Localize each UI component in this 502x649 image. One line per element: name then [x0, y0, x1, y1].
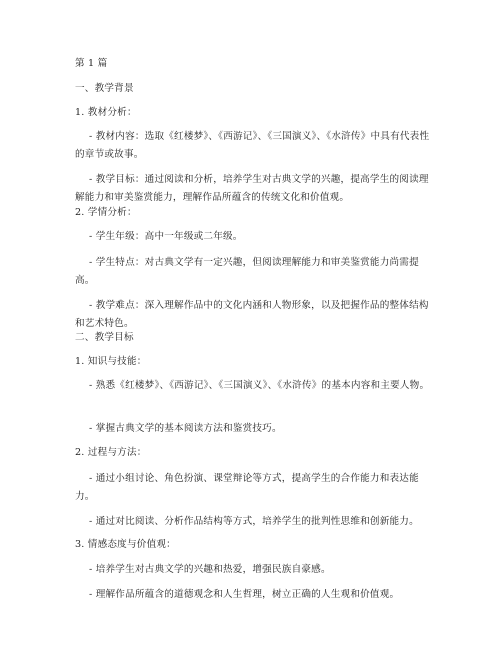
subheading-knowledge-skills: 1. 知识与技能：	[75, 356, 147, 367]
part-label: 第 1 篇	[75, 58, 108, 69]
paragraph-cultivate-interest: - 培养学生对古典文学的兴趣和热爱，增强民族自豪感。	[89, 564, 331, 575]
paragraph-teaching-difficulty: - 教学难点：深入理解作品中的文化内涵和人物形象，以及把握作品的整体结构和艺术特色。	[75, 300, 429, 329]
paragraph-group-discussion: - 通过小组讨论、角色扮演、课堂辩论等方式，提高学生的合作能力和表达能力。	[75, 473, 419, 502]
paragraph-teaching-goal: - 教学目标：通过阅读和分析，培养学生对古典文学的兴趣，提高学生的阅读理解能力和审美鉴赏能力，理解作品所蕴含的传统文化和价值观。	[75, 174, 429, 203]
paragraph-comparative-reading: - 通过对比阅读、分析作品结构等方式，培养学生的批判性思维和创新能力。	[89, 516, 419, 527]
paragraph-student-traits: - 学生特点：对古典文学有一定兴趣，但阅读理解能力和审美鉴赏能力尚需提高。	[75, 257, 419, 286]
subheading-attitudes-values: 3. 情感态度与价值观：	[75, 539, 176, 550]
section-heading-objectives: 二、教学目标	[75, 332, 134, 343]
paragraph-familiarize-works: - 熟悉《红楼梦》、《西游记》、《三国演义》、《水浒传》的基本内容和主要人物。	[89, 380, 430, 391]
paragraph-moral-values: - 理解作品所蕴含的道德观念和人生哲理，树立正确的人生观和价值观。	[89, 589, 400, 600]
subheading-textbook-analysis: 1. 教材分析：	[75, 107, 137, 118]
section-heading-background: 一、教学背景	[75, 83, 134, 94]
paragraph-student-grade: - 学生年级：高中一年级或二年级。	[89, 231, 243, 242]
paragraph-reading-methods: - 掌握古典文学的基本阅读方法和鉴赏技巧。	[89, 423, 282, 434]
subheading-process-methods: 2. 过程与方法：	[75, 447, 147, 458]
subheading-learner-analysis: 2. 学情分析：	[75, 207, 137, 218]
paragraph-textbook-content: - 教材内容：选取《红楼梦》、《西游记》、《三国演义》、《水浒传》中具有代表性的章节或故事。	[75, 131, 430, 160]
